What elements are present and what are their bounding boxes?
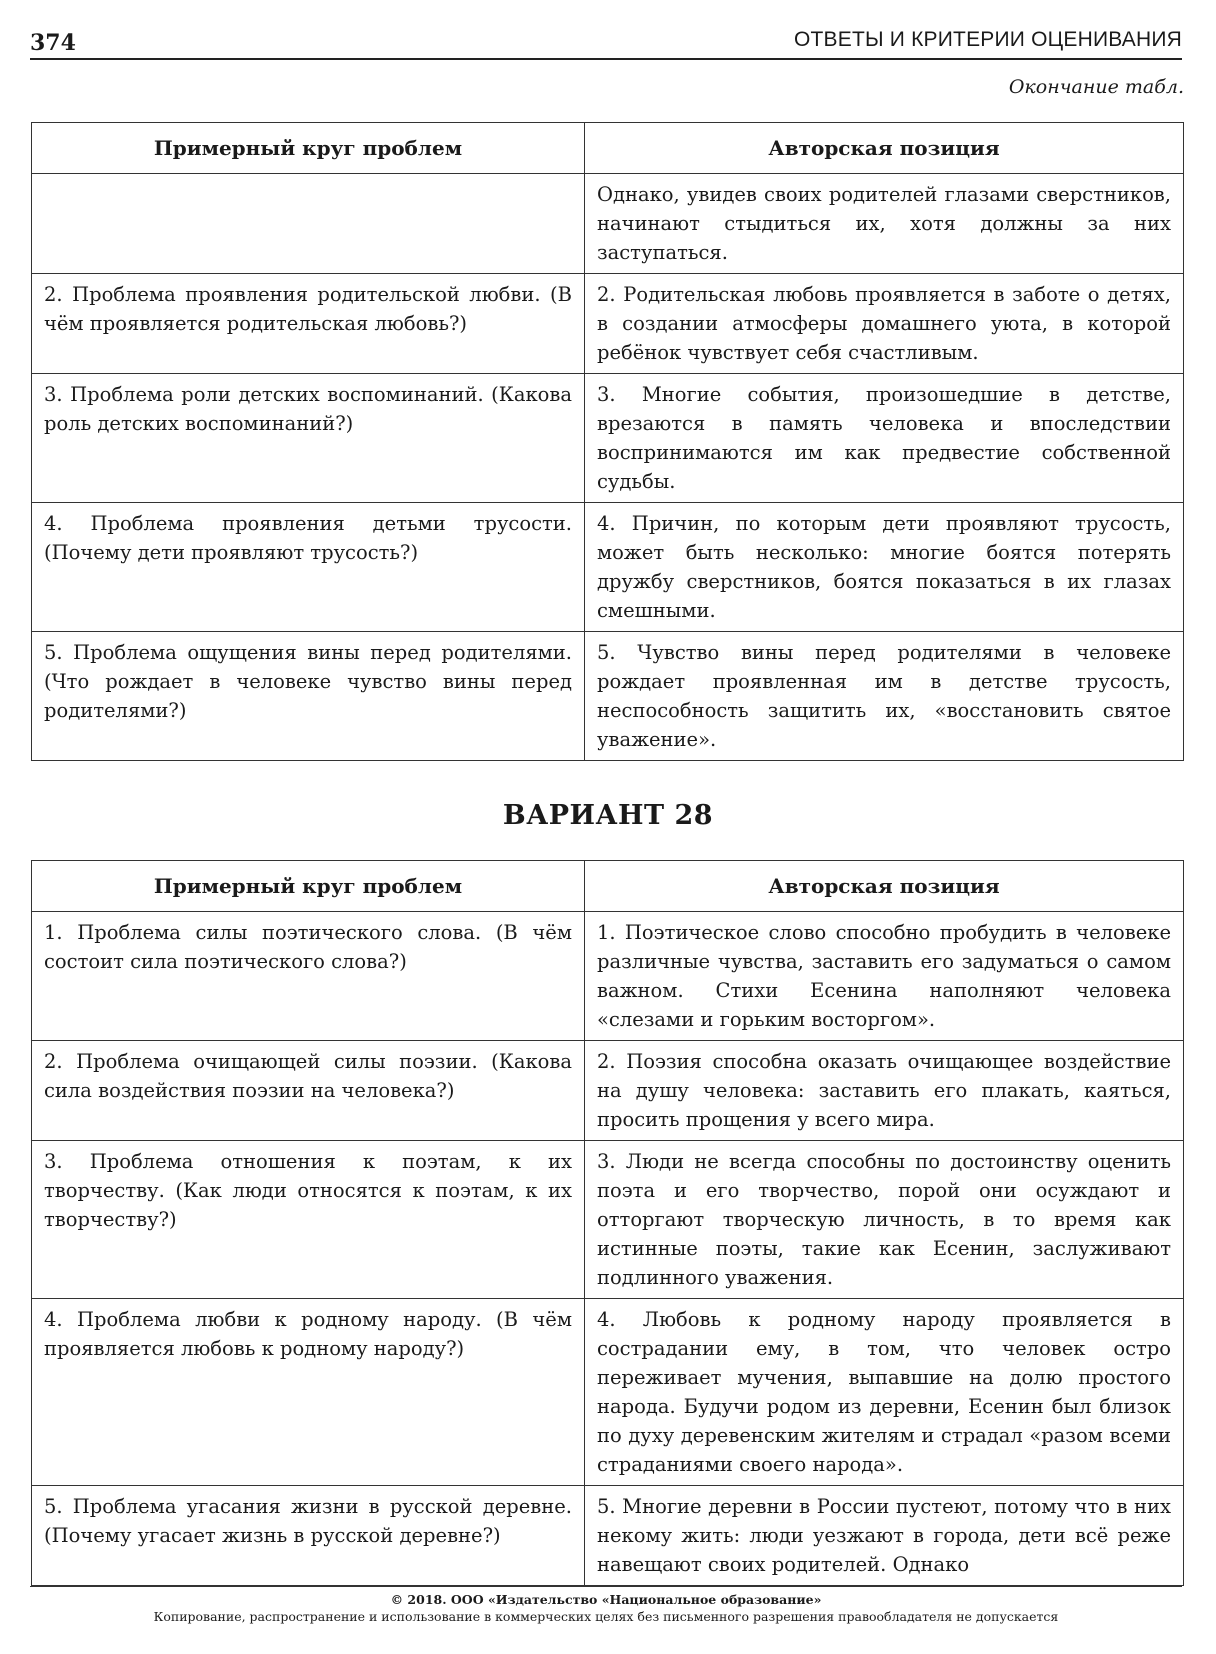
table-continuation-note: Окончание табл. <box>1008 76 1184 98</box>
position-cell: 4. Причин, по которым дети проявляют трусость, может быть несколько: многие боятся потерять дружбу сверстников, боятся показаться в их глазах смешными. <box>585 503 1184 632</box>
problem-cell <box>32 174 585 274</box>
answers-table-continued <box>31 122 1184 761</box>
problem-cell: 3. Проблема роли детских воспоминаний. (Какова роль детских воспоминаний?) <box>32 374 585 503</box>
problem-cell: 3. Проблема отношения к поэтам, к их творчеству. (Как люди относятся к поэтам, к их творчеству?) <box>32 1141 585 1299</box>
problem-cell: 2. Проблема очищающей силы поэзии. (Какова сила воздействия поэзии на человека?) <box>32 1041 585 1141</box>
page-header <box>30 26 1182 60</box>
problem-cell: 2. Проблема проявления родительской любви. (В чём проявляется родительская любовь?) <box>32 274 585 374</box>
position-cell: Однако, увидев своих родителей глазами сверстников, начинают стыдиться их, хотя должны за них заступаться. <box>585 174 1184 274</box>
table-header-row <box>32 861 1184 912</box>
column-header-problems: Примерный круг проблем <box>32 861 585 912</box>
running-title: ОТВЕТЫ И КРИТЕРИИ ОЦЕНИВАНИЯ <box>793 28 1182 51</box>
variant-heading: ВАРИАНТ 28 <box>502 800 714 831</box>
problem-cell: 1. Проблема силы поэтического слова. (В чём состоит сила поэтического слова?) <box>32 912 585 1041</box>
problem-cell: 5. Проблема угасания жизни в русской деревне. (Почему угасает жизнь в русской деревне?) <box>32 1486 585 1586</box>
page-number: 374 <box>30 30 76 56</box>
position-cell: 3. Люди не всегда способны по достоинству оценить поэта и его творчество, порой они осуждают и отторгают творческую личность, в то время как истинные поэты, такие как Есенин, заслуживают подлинного уважения. <box>585 1141 1184 1299</box>
table-row <box>32 632 1184 761</box>
position-cell: 1. Поэтическое слово способно пробудить в человеке различные чувства, заставить его задуматься о самом важном. Стихи Есенина наполняют человека «слезами и горьким восторгом». <box>585 912 1184 1041</box>
table-row <box>32 503 1184 632</box>
table-row <box>32 174 1184 274</box>
table-row <box>32 1486 1184 1586</box>
table-row <box>32 912 1184 1041</box>
table-row <box>32 1299 1184 1486</box>
table-header-row <box>32 123 1184 174</box>
position-cell: 5. Многие деревни в России пустеют, потому что в них некому жить: люди уезжают в города, дети всё реже навещают своих родителей. Однако <box>585 1486 1184 1586</box>
position-cell: 5. Чувство вины перед родителями в человеке рождает проявленная им в детстве трусость, неспособность защитить их, «восстановить святое уважение». <box>585 632 1184 761</box>
page-footer <box>30 1586 1182 1625</box>
table-row <box>32 1141 1184 1299</box>
problem-cell: 5. Проблема ощущения вины перед родителями. (Что рождает в человеке чувство вины перед родителями?) <box>32 632 585 761</box>
column-header-author-position: Авторская позиция <box>585 123 1184 174</box>
position-cell: 2. Поэзия способна оказать очищающее воздействие на душу человека: заставить его плакать, каяться, просить прощения у всего мира. <box>585 1041 1184 1141</box>
copyright-line: © 2018. ООО «Издательство «Национальное образование» <box>390 1592 822 1607</box>
copying-notice: Копирование, распространение и использование в коммерческих целях без письменного разрешения правообладателя не допускается <box>153 1609 1059 1624</box>
problem-cell: 4. Проблема любви к родному народу. (В чём проявляется любовь к родному народу?) <box>32 1299 585 1486</box>
position-cell: 3. Многие события, произошедшие в детстве, врезаются в память человека и впоследствии воспринимаются им как предвестие собственной судьбы. <box>585 374 1184 503</box>
column-header-author-position: Авторская позиция <box>585 861 1184 912</box>
answers-table-variant-28 <box>31 860 1184 1586</box>
table-row <box>32 374 1184 503</box>
problem-cell: 4. Проблема проявления детьми трусости. (Почему дети проявляют трусость?) <box>32 503 585 632</box>
column-header-problems: Примерный круг проблем <box>32 123 585 174</box>
position-cell: 4. Любовь к родному народу проявляется в сострадании ему, в том, что человек остро переживает мучения, выпавшие на долю простого народа. Будучи родом из деревни, Есенин был близок по духу деревенским жителям и страдал «разом всеми страданиями своего народа». <box>585 1299 1184 1486</box>
table-row <box>32 1041 1184 1141</box>
table-row <box>32 274 1184 374</box>
position-cell: 2. Родительская любовь проявляется в заботе о детях, в создании атмосферы домашнего уюта, в которой ребёнок чувствует себя счастливым. <box>585 274 1184 374</box>
